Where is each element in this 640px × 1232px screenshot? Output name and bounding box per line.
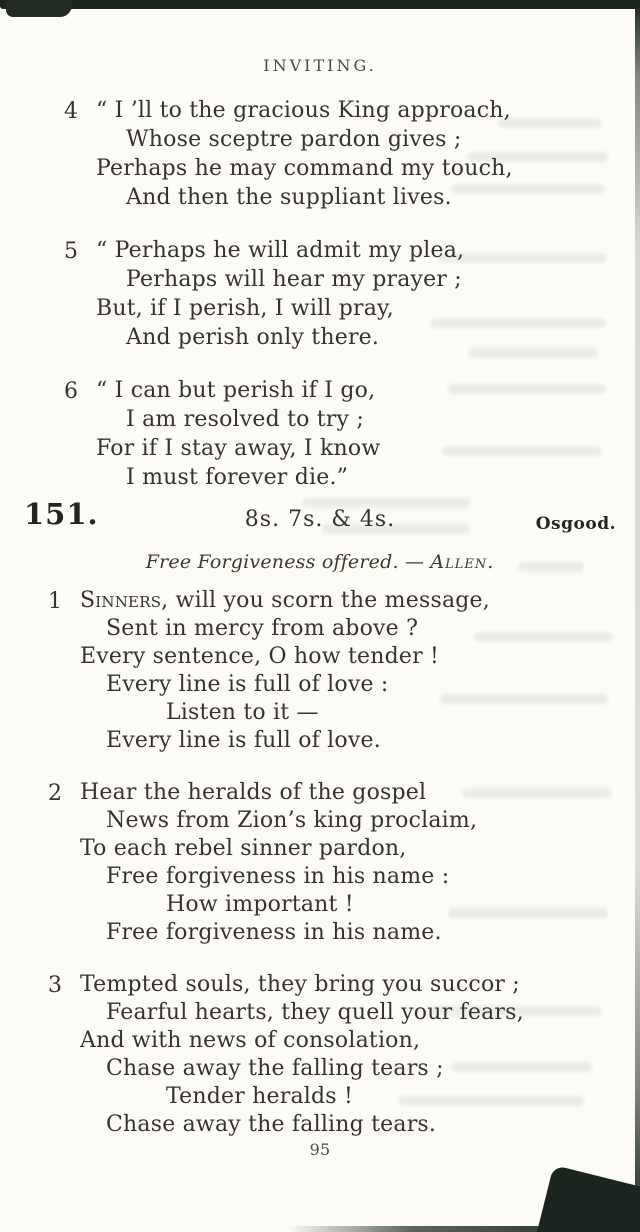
verse-line: Every line is full of love : bbox=[106, 672, 389, 697]
verse-2 bbox=[48, 779, 524, 947]
previous-hymn-verses bbox=[64, 96, 513, 516]
verse-line: “ I can but perish if I go, bbox=[96, 378, 376, 403]
scan-corner-bottom-right bbox=[534, 1165, 640, 1232]
verse-line: Free forgiveness in his name. bbox=[106, 920, 442, 945]
verse-line: To each rebel sinner pardon, bbox=[80, 836, 407, 861]
verse-line: Tender heralds ! bbox=[166, 1084, 354, 1109]
verse-line: For if I stay away, I know bbox=[96, 436, 381, 461]
verse-line: Tempted souls, they bring you succor ; bbox=[80, 972, 520, 997]
scan-edge-bottom bbox=[288, 1226, 640, 1232]
verse-line: Chase away the falling tears ; bbox=[106, 1056, 444, 1081]
verse-line: And with news of consolation, bbox=[80, 1028, 421, 1053]
hymn-subtitle-author: Allen. bbox=[430, 551, 495, 573]
verse-number: 5 bbox=[64, 239, 79, 264]
verse-line: But, if I perish, I will pray, bbox=[96, 296, 394, 321]
verse-number: 1 bbox=[48, 589, 63, 614]
hymn-subtitle bbox=[0, 551, 640, 573]
verse-line: Listen to it — bbox=[166, 700, 319, 725]
hymn-number: 151. bbox=[24, 497, 99, 531]
verse-1 bbox=[48, 587, 524, 755]
verse-number: 3 bbox=[48, 973, 63, 998]
verse-line-rest: , will you scorn the message, bbox=[161, 588, 490, 613]
verse-line: “ I ’ll to the gracious King approach, bbox=[96, 98, 511, 123]
verse-line: Chase away the falling tears. bbox=[106, 1112, 437, 1137]
verse-line: Every line is full of love. bbox=[106, 728, 381, 753]
verse-line: Fearful hearts, they quell your fears, bbox=[106, 1000, 524, 1025]
verse-lead-word: Sinners bbox=[80, 588, 162, 613]
hymn-composer: Osgood. bbox=[535, 514, 616, 534]
scan-edge-right bbox=[635, 0, 640, 1232]
scan-edge-top bbox=[0, 0, 640, 9]
hymn-subtitle-text: Free Forgiveness offered. — bbox=[145, 551, 431, 573]
verse-5 bbox=[64, 236, 513, 352]
verse-line: Perhaps he may command my touch, bbox=[96, 156, 513, 181]
verse-3 bbox=[48, 971, 524, 1139]
hymn-meter: 8s. 7s. & 4s. bbox=[244, 507, 396, 532]
verse-line: “ Perhaps he will admit my plea, bbox=[96, 238, 465, 263]
verse-line: Perhaps will hear my prayer ; bbox=[126, 267, 462, 292]
verse-number: 2 bbox=[48, 781, 63, 806]
verse-line: Every sentence, O how tender ! bbox=[80, 644, 440, 669]
verse-line: And then the suppliant lives. bbox=[126, 185, 452, 210]
verse-line: How important ! bbox=[166, 892, 354, 917]
verse-line: News from Zion’s king proclaim, bbox=[106, 808, 478, 833]
verse-line: I am resolved to try ; bbox=[126, 407, 364, 432]
verse-6 bbox=[64, 376, 513, 492]
running-head: INVITING. bbox=[263, 56, 377, 75]
page-number: 95 bbox=[309, 1140, 331, 1159]
verse-line: And perish only there. bbox=[126, 325, 380, 350]
hymn-heading bbox=[0, 497, 640, 541]
verse-line: Hear the heralds of the gospel bbox=[80, 780, 427, 805]
verse-line: Free forgiveness in his name : bbox=[106, 864, 450, 889]
verse-number: 6 bbox=[64, 379, 79, 404]
verse-line: Whose sceptre pardon gives ; bbox=[126, 127, 462, 152]
verse-4 bbox=[64, 96, 513, 212]
bleed-through-line bbox=[498, 118, 602, 128]
verse-line: Sent in mercy from above ? bbox=[106, 616, 419, 641]
hymn-151-verses bbox=[48, 587, 524, 1163]
verse-number: 4 bbox=[64, 99, 79, 124]
verse-line bbox=[80, 587, 524, 615]
scan-blob-top-left bbox=[6, 0, 72, 17]
verse-line: I must forever die.” bbox=[126, 465, 349, 490]
